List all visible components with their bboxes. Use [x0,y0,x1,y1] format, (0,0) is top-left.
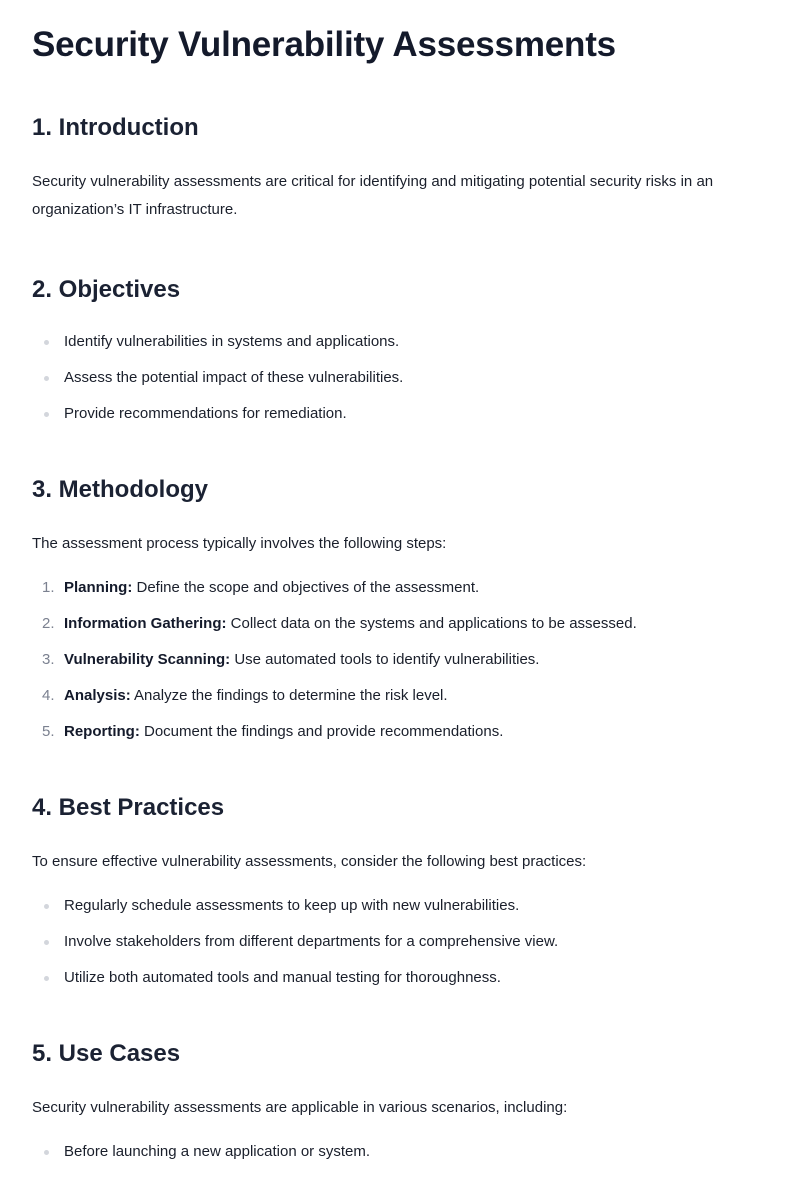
list-item [32,1142,768,1162]
step-text: Analyze the findings to determine the risk level. [134,687,448,704]
section-paragraph: To ensure effective vulnerability assessments, consider the following best practices: [32,853,587,870]
list-item-text: Utilize both automated tools and manual testing for thoroughness. [64,969,501,986]
list-item [32,650,768,670]
step-number: 3. [42,651,55,668]
step-term: Information Gathering: [64,615,227,632]
step-text: Document the findings and provide recommendations. [144,723,504,740]
step-term: Analysis: [64,687,131,704]
list-item [32,686,768,706]
bullet-icon [44,376,49,381]
section-use-cases [32,1038,768,1162]
bullet-icon [44,412,49,417]
use-cases-list [32,1142,768,1162]
step-text: Use automated tools to identify vulnerabilities. [234,651,540,668]
section-best-practices [32,792,768,988]
list-item-text: Regularly schedule assessments to keep up with new vulnerabilities. [64,897,520,914]
section-heading: 4. Best Practices [32,794,225,821]
list-item-text: Before launching a new application or system. [64,1143,371,1160]
step-text: Define the scope and objectives of the assessment. [136,579,480,596]
list-item [32,932,768,952]
list-item [32,368,768,388]
section-introduction [32,112,768,224]
page-title: Security Vulnerability Assessments [32,25,616,64]
list-item-text: Provide recommendations for remediation. [64,405,347,422]
best-practices-list [32,896,768,988]
section-objectives [32,274,768,424]
list-item [32,614,768,634]
step-number: 4. [42,687,55,704]
section-heading: 5. Use Cases [32,1040,181,1067]
list-item [32,332,768,352]
step-term: Planning: [64,579,133,596]
bullet-icon [44,340,49,345]
step-number: 5. [42,723,55,740]
list-item [32,578,768,598]
step-term: Reporting: [64,723,140,740]
methodology-steps-list [32,578,768,742]
objectives-list [32,332,768,424]
step-number: 2. [42,615,55,632]
section-paragraph: Security vulnerability assessments are critical for identifying and mitigating potential security risks in an organization’s IT infrastructure. [32,173,714,218]
bullet-icon [44,940,49,945]
list-item-text: Involve stakeholders from different departments for a comprehensive view. [64,933,559,950]
list-item [32,404,768,424]
bullet-icon [44,1150,49,1155]
section-paragraph: Security vulnerability assessments are applicable in various scenarios, including: [32,1099,568,1116]
step-number: 1. [42,579,55,596]
list-item [32,722,768,742]
list-item-text: Identify vulnerabilities in systems and applications. [64,333,400,350]
list-item [32,968,768,988]
section-methodology [32,474,768,742]
bullet-icon [44,904,49,909]
section-paragraph: The assessment process typically involves the following steps: [32,535,447,552]
section-heading: 1. Introduction [32,114,199,141]
step-term: Vulnerability Scanning: [64,651,231,668]
bullet-icon [44,976,49,981]
step-text: Collect data on the systems and applications to be assessed. [230,615,637,632]
list-item [32,896,768,916]
section-heading: 2. Objectives [32,276,181,303]
section-heading: 3. Methodology [32,476,208,503]
list-item-text: Assess the potential impact of these vulnerabilities. [64,369,404,386]
